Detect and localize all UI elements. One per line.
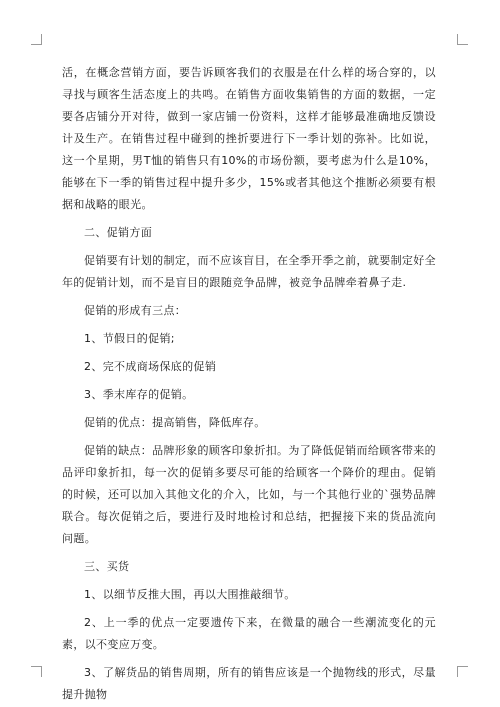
paragraph-promotion-types-intro: 促销的形成有三点： — [84, 304, 187, 317]
paragraph-promotion-advantages: 促销的优点：提高销售，降低库存。 — [84, 416, 266, 429]
list-item-season-end: 3、季末库存的促销。 — [84, 388, 194, 401]
crop-mark-bottom-left — [31, 666, 42, 677]
list-item-buying-3: 3、了解货品的销售周期，所有的销售应该是一个抛物线的形式，尽量提升抛物 — [62, 666, 436, 701]
list-item-mall-minimum: 2、完不成商场保底的促销 — [84, 360, 217, 373]
list-item-holiday: 1、节假日的促销; — [84, 332, 175, 345]
crop-mark-top-right — [457, 34, 468, 45]
paragraph-promotion-disadvantages: 促销的缺点：品牌形象的顾客印象折扣。为了降低促销而给顾客带来的品评印象折扣，每一次的促销多要尽可能的给顾客一个降价的理由。促销的时候，还可以加入其他文化的介入，比如，与一个其他行业的`强势品牌联合。每次促销之后，要进行及时地检讨和总结，把握接下来的货品流向问题。 — [62, 444, 436, 545]
paragraph-promotion-plan: 促销要有计划的制定，而不应该盲目，在全季开季之前，就要制定好全年的促销计划，而不是盲目的跟随竞争品牌，被竞争品牌牵着鼻子走. — [62, 254, 436, 289]
document-body — [62, 62, 436, 702]
crop-mark-bottom-right — [457, 666, 468, 677]
section-heading-buying: 三、买货 — [84, 560, 130, 573]
paragraph-continuation: 活，在概念营销方面，要告诉顾客我们的衣服是在什么样的场合穿的，以寻找与顾客生活态度上的共鸣。在销售方面收集销售的方面的数据，一定要各店铺分开对待，做到一家店铺一份资料，这样才能够最准确地反馈设计及生产。在销售过程中碰到的挫折要进行下一季计划的弥补。比如说，这一个星期，男T恤的销售只有10%的市场份额，要考虑为什么是10%，能够在下一季的销售过程中提升多少，15%或者其他这个推断必须要有根据和战略的眼光。 — [62, 66, 436, 211]
list-item-buying-1: 1、以细节反推大围，再以大围推敲细节。 — [84, 588, 296, 601]
list-item-buying-2: 2、上一季的优点一定要遗传下来，在微量的融合一些潮流变化的元素，以不变应万变。 — [62, 616, 436, 651]
crop-mark-top-left — [31, 34, 42, 45]
section-heading-promotion: 二、促销方面 — [84, 226, 153, 239]
